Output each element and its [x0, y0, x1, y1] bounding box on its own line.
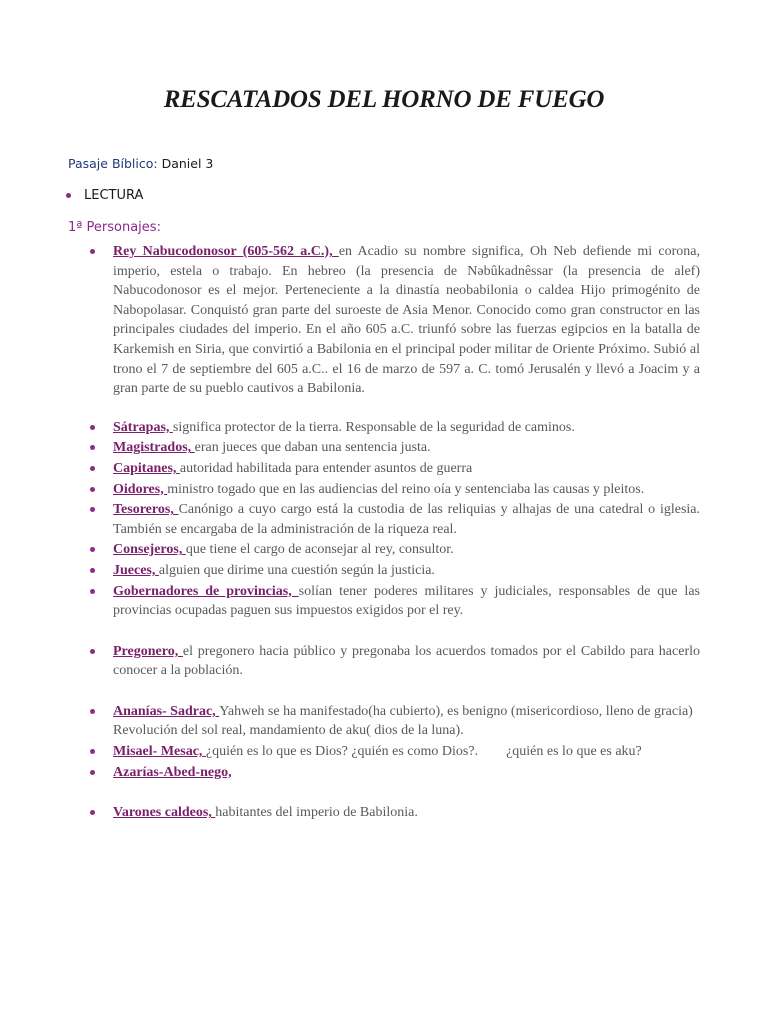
list-item: [90, 500, 700, 539]
subsection-heading: 1ª Personajes:: [68, 220, 161, 235]
bullet-icon: [90, 466, 95, 471]
bullet-icon: [90, 709, 95, 714]
bullet-icon: [90, 507, 95, 512]
term-label: Sátrapas,: [113, 419, 173, 435]
term-description: solían tener poderes militares y judiciales, responsables de que las provincias ocupadas paguen sus impuestos exigidos por el rey.: [113, 583, 700, 619]
list-item: [90, 582, 700, 621]
term-description: eran jueces que daban una sentencia justa.: [194, 440, 431, 456]
bullet-icon: [90, 770, 95, 775]
term-description: el pregonero hacia público y pregonaba los acuerdos tomados por el Cabildo para hacerlo conocer a la población.: [113, 643, 700, 679]
term-description: que tiene el cargo de aconsejar al rey, consultor.: [185, 542, 454, 558]
list-item: [90, 642, 700, 681]
passage-value: Daniel 3: [157, 156, 214, 171]
term-label: Pregonero,: [113, 643, 183, 659]
list-item: [90, 561, 700, 581]
term-description: ministro togado que en las audiencias del reino oía y sentenciaba las causas y pleitos.: [167, 481, 645, 497]
bullet-icon: [90, 649, 95, 654]
list-item: [90, 742, 700, 762]
term-description: Canónigo a cuyo cargo está la custodia de las reliquias y alhajas de una catedral o iglesia. También se encargaba de la administración de la riqueza real.: [113, 502, 700, 537]
list-item: [90, 418, 700, 438]
bullet-icon: [90, 249, 95, 254]
document-title: RESCATADOS DEL HORNO DE FUEGO: [163, 86, 605, 113]
bullet-icon: [90, 445, 95, 450]
bullet-icon: [90, 749, 95, 754]
bullet-icon: [90, 425, 95, 430]
list-item: [90, 438, 700, 458]
section-heading: [66, 188, 143, 203]
bullet-icon: [66, 193, 71, 198]
list-item: [90, 480, 700, 500]
term-label: Ananías- Sadrac,: [113, 703, 220, 719]
term-description: autoridad habilitada para entender asuntos de guerra: [179, 460, 473, 476]
term-description: en Acadio su nombre significa, Oh Neb defiende mi corona, imperio, estela o trabajo. En hebreo (la presencia de Nəbûkadnêssar (la presencia de alef) Nabucodonosor es el mejor. Perteneciente a la dinastía neobabilonia o caldea Hijo primogénito de Nabopolasar. Conquistó gran parte del suroeste de Asia Menor. Conocido como gran constructor en las principales ciudades del imperio. En el año 605 a.C. triunfó sobre las fuerzas egipcios en la batalla de Karkemish en Siria, que convirtió a Babilonia en el principal poder militar de Oriente Próximo. Subió al trono el 7 de septiembre del 605 a.C.. el 16 de marzo de 597 a. C. tomó Jerusalén y llevó a Joacim y a gran parte de su pueblo cautivos a Babilonia.: [113, 244, 700, 397]
characters-list: [90, 242, 700, 823]
term-label: Oidores,: [113, 481, 168, 497]
term-label: Tesoreros,: [113, 502, 179, 518]
term-description-continued: Revolución del sol real, mandamiento de aku( dios de la luna).: [113, 723, 464, 739]
term-label: Rey Nabucodonosor (605-562 a.C.),: [113, 244, 339, 259]
term-label: Jueces,: [113, 562, 159, 578]
term-label: Azarías-Abed-nego,: [113, 764, 232, 780]
list-item: [90, 803, 700, 823]
term-label: Misael- Mesac,: [113, 744, 206, 760]
term-label: Gobernadores de provincias,: [113, 583, 299, 599]
section-label: LECTURA: [84, 188, 144, 203]
list-item: [90, 702, 700, 741]
list-item: [90, 459, 700, 479]
list-item: [90, 540, 700, 560]
bullet-icon: [90, 589, 95, 594]
bullet-icon: [90, 810, 95, 815]
passage-line: [68, 156, 213, 171]
bullet-icon: [90, 487, 95, 492]
term-label: Consejeros,: [113, 542, 186, 558]
term-description: Yahweh se ha manifestado(ha cubierto), es benigno (misericordioso, lleno de gracia): [219, 703, 693, 719]
term-label: Varones caldeos,: [113, 805, 216, 821]
bullet-icon: [90, 547, 95, 552]
term-description: ¿quién es lo que es Dios? ¿quién es como Dios?. ¿quién es lo que es aku?: [205, 744, 642, 760]
list-item: [90, 242, 700, 399]
passage-label: Pasaje Bíblico:: [68, 156, 158, 171]
term-description: significa protector de la tierra. Responsable de la seguridad de caminos.: [172, 419, 575, 435]
term-description: alguien que dirime una cuestión según la justicia.: [158, 562, 435, 578]
bullet-icon: [90, 568, 95, 573]
term-label: Magistrados,: [113, 440, 195, 456]
term-description: habitantes del imperio de Babilonia.: [215, 805, 418, 821]
list-item: [90, 763, 700, 783]
term-label: Capitanes,: [113, 460, 180, 476]
